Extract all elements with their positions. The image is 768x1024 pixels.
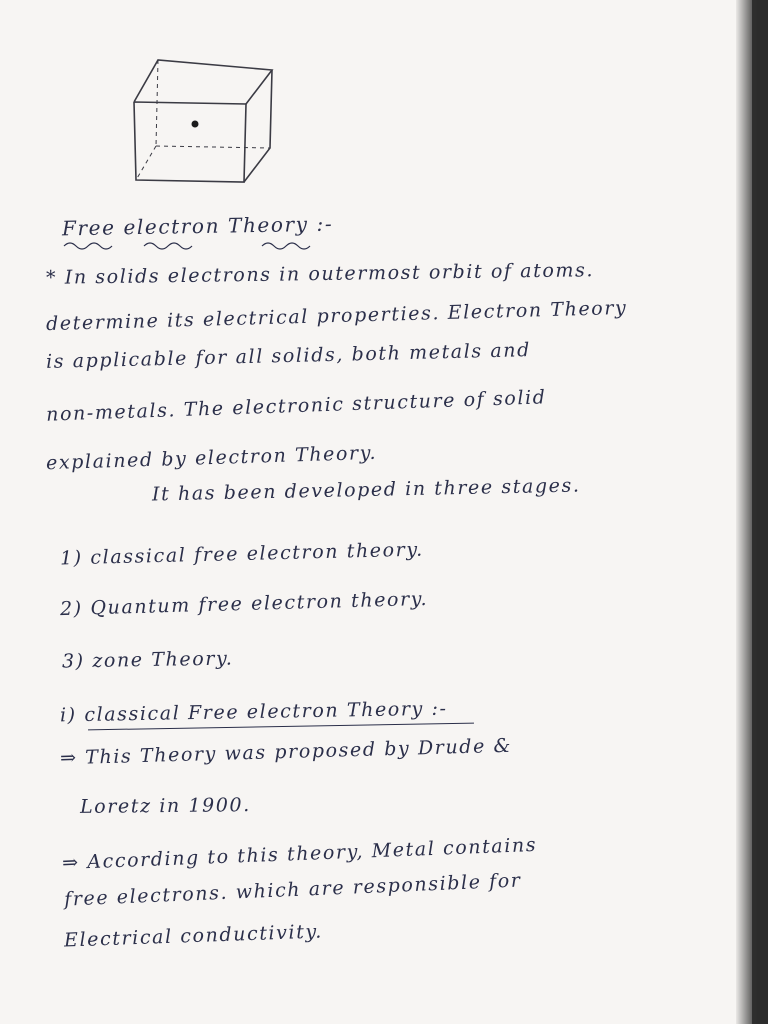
point-line: Loretz in 1900. xyxy=(79,794,251,818)
stage-item: 1) classical free electron theory. xyxy=(59,538,425,570)
point-line: free electrons. which are responsible for xyxy=(63,869,522,911)
point-line: ⇒ According to this theory, Metal contains xyxy=(61,833,538,875)
stage-item: 3) zone Theory. xyxy=(61,647,234,673)
point-line: ⇒ This Theory was proposed by Drude & xyxy=(59,734,513,770)
cube-sketch xyxy=(120,48,290,188)
subheading: i) classical Free electron Theory :- xyxy=(59,697,448,727)
stages-intro: It has been developed in three stages. xyxy=(151,474,581,506)
page-edge-shadow xyxy=(736,0,768,1024)
paragraph-line: determine its electrical properties. Electron Theory xyxy=(45,296,628,336)
point-line: Electrical conductivity. xyxy=(63,920,324,952)
heading-squiggle xyxy=(62,236,362,256)
section-heading: Free electron Theory :- xyxy=(61,211,334,241)
paragraph-line: explained by electron Theory. xyxy=(45,441,378,475)
paragraph-line: is applicable for all solids, both metals and xyxy=(45,339,532,373)
paragraph-line: * In solids electrons in outermost orbit of atoms. xyxy=(45,259,595,289)
paragraph-line: non-metals. The electronic structure of solid xyxy=(45,386,547,426)
stage-item: 2) Quantum free electron theory. xyxy=(59,587,429,621)
cube-center-dot xyxy=(192,121,199,128)
